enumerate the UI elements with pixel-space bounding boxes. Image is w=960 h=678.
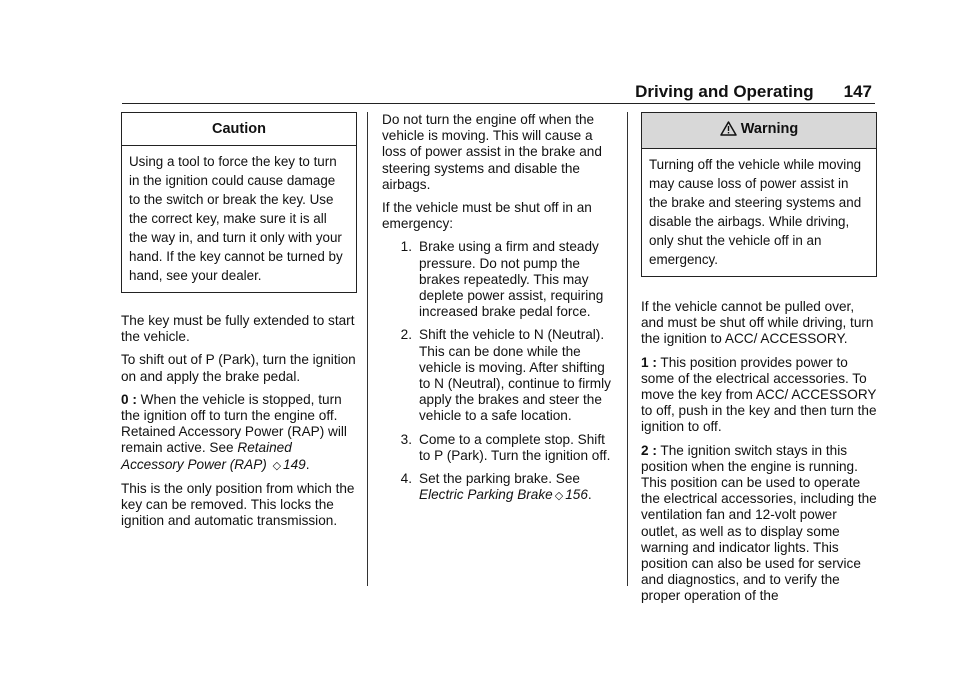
step-text	[419, 471, 614, 504]
list-item	[382, 432, 614, 464]
ignition-position-2	[641, 443, 877, 605]
step-text-lead: Set the parking brake. See	[419, 471, 580, 487]
running-header	[635, 82, 872, 102]
cross-reference-link[interactable]	[419, 487, 588, 502]
step-text: Brake using a firm and steady pressure. Do not pump the brakes repeatedly. This may deplete power assist, requiring increased brake pedal force.	[419, 239, 604, 320]
warning-triangle-icon	[720, 121, 737, 141]
warning-header	[642, 113, 876, 149]
step-number: 4.	[400, 471, 412, 487]
position-text: The ignition switch stays in this position when the engine is running. This position can be used to operate the electrical accessories, including the ventilation fan and 12-volt power outlet, as well as to display some warning and indicator lights. This position can also be used for service and diagnostics, and to verify the proper operation of the	[641, 442, 877, 604]
warning-body: Turning off the vehicle while moving may cause loss of power assist in the brake and steering systems and disable the airbags. While driving, only shut the vehicle off in an emergency.	[649, 157, 862, 267]
caution-title: Caution	[122, 113, 356, 146]
column-divider	[627, 112, 628, 586]
ignition-position-0	[121, 392, 357, 474]
xref-page: 149	[283, 456, 306, 472]
step-number: 3.	[400, 431, 412, 447]
page-reference-icon: ◇	[554, 490, 564, 503]
ignition-position-1	[641, 355, 877, 436]
caution-body: Using a tool to force the key to turn in the ignition could cause damage to the switch or break the key. Use the correct key, make sure it is all the way in, and turn it only with your hand. If the key cannot be turned by hand, see your dealer.	[129, 154, 343, 283]
position-label: 2 :	[641, 442, 657, 458]
sentence-end: .	[587, 487, 592, 503]
page-reference-icon: ◇	[272, 459, 282, 472]
position-label: 0 :	[121, 391, 137, 407]
list-item	[382, 327, 614, 424]
xref-title: Electric Parking Brake	[419, 487, 553, 503]
column-right	[641, 112, 877, 612]
step-number: 1.	[400, 239, 412, 255]
column-middle	[382, 112, 614, 511]
sentence-end: .	[305, 456, 310, 472]
section-title: Driving and Operating	[635, 82, 814, 101]
step-number: 2.	[400, 327, 412, 343]
list-item	[382, 239, 614, 320]
list-item	[382, 471, 614, 504]
position-text: When the vehicle is stopped, turn the ignition off to turn the engine off. Retained Accessory Power (RAP) will remain active. See	[121, 391, 347, 456]
page-number: 147	[843, 82, 872, 101]
warning-title: Warning	[740, 121, 799, 137]
position-text: This position provides power to some of the electrical accessories. To move the key from ACC/ ACCESSORY to off, push in the key and then turn the ignition to off.	[641, 354, 877, 435]
column-divider	[367, 112, 368, 586]
step-text: Come to a complete stop. Shift to P (Park). Turn the ignition off.	[419, 431, 611, 463]
position-label: 1 :	[641, 354, 657, 370]
paragraph: If the vehicle cannot be pulled over, and must be shut off while driving, turn the ignition to ACC/ ACCESSORY.	[641, 299, 874, 347]
paragraph: The key must be fully extended to start the vehicle.	[121, 313, 355, 345]
xref-title: Retained Accessory Power (RAP)	[121, 440, 292, 472]
xref-page: 156	[565, 487, 588, 503]
caution-box	[121, 112, 357, 293]
header-rule	[122, 103, 875, 104]
warning-box	[641, 112, 877, 277]
paragraph: This is the only position from which the key can be removed. This locks the ignition and automatic transmission.	[121, 480, 355, 529]
paragraph: If the vehicle must be shut off in an emergency:	[382, 200, 592, 232]
emergency-steps-list	[382, 239, 614, 504]
paragraph: To shift out of P (Park), turn the ignition on and apply the brake pedal.	[121, 352, 356, 384]
column-left	[121, 112, 357, 536]
step-text: Shift the vehicle to N (Neutral). This can be done while the vehicle is moving. After shifting to N (Neutral), continue to firmly apply the brakes and steer the vehicle to a safe location.	[419, 327, 611, 424]
paragraph: Do not turn the engine off when the vehicle is moving. This will cause a loss of power assist in the brake and steering systems and disable the airbags.	[382, 112, 602, 192]
